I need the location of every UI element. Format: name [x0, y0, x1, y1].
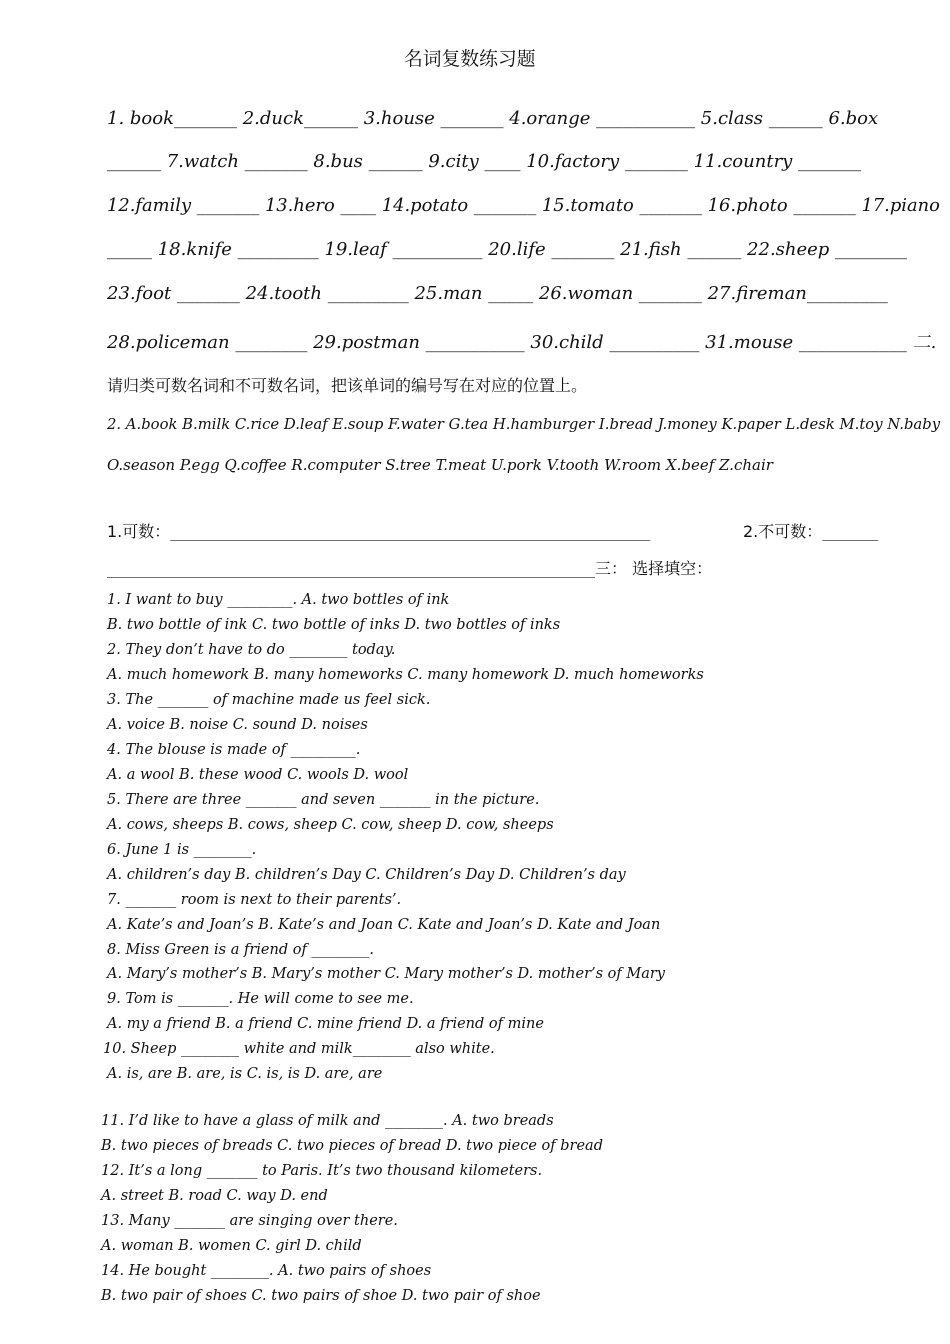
question-2: 2. They don’t have to do ________ today. [107, 642, 396, 658]
question-13: 13. Many _______ are singing over there. [101, 1213, 398, 1229]
uncountable-blank: _______ [822, 522, 879, 541]
question-5-options: A. cows, sheeps B. cows, sheep C. cow, sheep D. cow, sheeps [107, 817, 554, 833]
question-3-options: A. voice B. noise C. sound D. noises [107, 717, 368, 733]
question-9-options: A. my a friend B. a friend C. mine friend D. a friend of mine [107, 1016, 544, 1032]
question-2-options: A. much homework B. many homeworks C. many homework D. much homeworks [107, 667, 704, 683]
question-9: 9. Tom is _______. He will come to see me. [107, 991, 414, 1007]
countable-blank: ____________________________________________________________ [170, 522, 651, 541]
part1-line-6: 28.policeman ________ 29.postman ___________ 30.child __________ 31.mouse ____________ 二. [107, 332, 937, 353]
question-1: 1. I want to buy _________. A. two bottles of ink [107, 592, 450, 608]
countable-label: 1.可数： [107, 522, 171, 541]
part1-line-1: 1. book_______ 2.duck______ 3.house _______ 4.orange ___________ 5.class ______ 6.box [107, 108, 879, 129]
question-7-options: A. Kate’s and Joan’s B. Kate’s and Joan C. Kate and Joan’s D. Kate and Joan [107, 917, 661, 933]
question-4: 4. The blouse is made of _________. [107, 742, 361, 758]
question-11-options: B. two pieces of breads C. two pieces of bread D. two piece of bread [101, 1138, 603, 1154]
question-11: 11. I’d like to have a glass of milk and ________. A. two breads [101, 1113, 554, 1129]
question-10: 10. Sheep ________ white and milk________ also white. [103, 1041, 495, 1057]
part2-word-list-2: O.season P.egg Q.coffee R.computer S.tree T.meat U.pork V.tooth W.room X.beef Z.chair [107, 456, 773, 474]
question-14: 14. He bought ________. A. two pairs of shoes [101, 1263, 432, 1279]
part1-line-5: 23.foot _______ 24.tooth _________ 25.man _____ 26.woman _______ 27.fireman_________ [107, 283, 888, 304]
question-14-options: B. two pair of shoes C. two pairs of shoe D. two pair of shoe [101, 1288, 541, 1304]
uncountable-row [743, 519, 878, 542]
question-12: 12. It’s a long _______ to Paris. It’s two thousand kilometers. [101, 1163, 543, 1179]
part1-line-3: 12.family _______ 13.hero ____ 14.potato _______ 15.tomato _______ 16.photo _______ 17.piano [107, 195, 940, 216]
page-title: 名词复数练习题 [403, 48, 536, 70]
question-7: 7. _______ room is next to their parents’. [107, 892, 402, 908]
continuation-blank: _____________________________________________________________ [107, 559, 595, 578]
question-13-options: A. woman B. women C. girl D. child [101, 1238, 362, 1254]
question-1-options: B. two bottle of ink C. two bottle of inks D. two bottles of inks [107, 617, 561, 633]
question-8: 8. Miss Green is a friend of ________. [107, 942, 375, 958]
part3-heading: 三： 选择填空： [595, 559, 713, 578]
question-5: 5. There are three _______ and seven _______ in the picture. [107, 792, 540, 808]
question-6-options: A. children’s day B. children’s Day C. Children’s Day D. Children’s day [107, 867, 626, 883]
part1-line-2: ______ 7.watch _______ 8.bus ______ 9.city ____ 10.factory _______ 11.country _______ [107, 151, 862, 172]
question-6: 6. June 1 is ________. [107, 842, 257, 858]
continuation-row [107, 556, 712, 579]
part2-instruction: 请归类可数名词和不可数名词，把该单词的编号写在对应的位置上。 [107, 376, 588, 395]
question-8-options: A. Mary’s mother’s B. Mary’s mother C. Mary mother’s D. mother’s of Mary [107, 966, 665, 982]
question-3: 3. The _______ of machine made us feel sick. [107, 692, 431, 708]
question-12-options: A. street B. road C. way D. end [101, 1188, 328, 1204]
countable-row [107, 519, 650, 542]
uncountable-label: 2.不可数： [743, 522, 823, 541]
question-10-options: A. is, are B. are, is C. is, is D. are, are [107, 1066, 383, 1082]
part2-word-list-1: 2. A.book B.milk C.rice D.leaf E.soup F.water G.tea H.hamburger I.bread J.money K.paper L.desk M.toy N.baby [107, 415, 941, 433]
question-4-options: A. a wool B. these wood C. wools D. wool [107, 767, 409, 783]
part1-line-4: _____ 18.knife _________ 19.leaf __________ 20.life _______ 21.fish ______ 22.sheep ________ [107, 239, 908, 260]
